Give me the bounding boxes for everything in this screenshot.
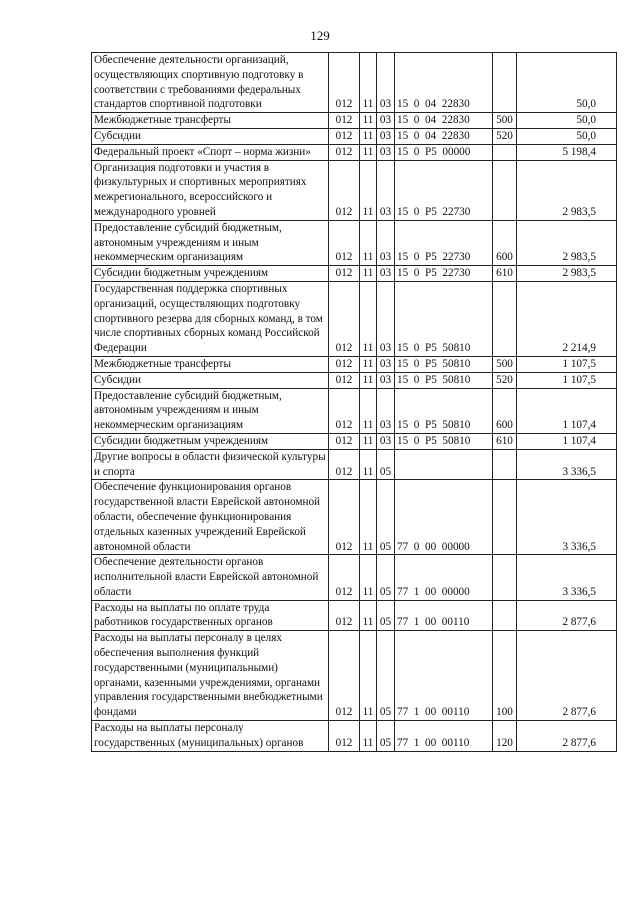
section-code-cell: 11	[360, 220, 377, 265]
target-article-code-cell: 15 0 P5 50810	[395, 356, 493, 372]
section-code-cell: 11	[360, 356, 377, 372]
subsection-code-cell: 03	[377, 372, 395, 388]
expense-type-code-cell: 100	[493, 631, 517, 721]
amount-cell: 1 107,5	[517, 356, 617, 372]
subsection-code-cell: 03	[377, 433, 395, 449]
amount-cell: 5 198,4	[517, 144, 617, 160]
row-name-cell: Обеспечение деятельности организаций, осуществляющих спортивную подготовку в соответствии с требованиями федеральных стандартов спортивной подготовки	[92, 53, 329, 113]
row-name-cell: Межбюджетные трансферты	[92, 356, 329, 372]
expense-type-code-cell	[493, 480, 517, 555]
section-code-cell: 11	[360, 281, 377, 356]
target-article-code-cell: 77 1 00 00110	[395, 631, 493, 721]
amount-cell: 1 107,4	[517, 433, 617, 449]
amount-cell: 2 983,5	[517, 266, 617, 282]
section-code-cell: 11	[360, 555, 377, 600]
amount-cell: 1 107,4	[517, 388, 617, 433]
section-code-cell: 11	[360, 449, 377, 480]
section-code-cell: 11	[360, 480, 377, 555]
target-article-code-cell: 77 1 00 00000	[395, 555, 493, 600]
section-code-cell: 11	[360, 144, 377, 160]
section-code-cell: 11	[360, 388, 377, 433]
ministry-code-cell: 012	[329, 631, 360, 721]
expense-type-code-cell	[493, 600, 517, 631]
subsection-code-cell: 05	[377, 721, 395, 752]
row-name-cell: Межбюджетные трансферты	[92, 113, 329, 129]
table-row	[92, 266, 617, 282]
ministry-code-cell: 012	[329, 281, 360, 356]
subsection-code-cell: 03	[377, 144, 395, 160]
target-article-code-cell: 15 0 04 22830	[395, 53, 493, 113]
subsection-code-cell: 03	[377, 266, 395, 282]
budget-table	[91, 52, 617, 752]
section-code-cell: 11	[360, 160, 377, 220]
expense-type-code-cell: 500	[493, 356, 517, 372]
section-code-cell: 11	[360, 53, 377, 113]
table-row	[92, 144, 617, 160]
amount-cell: 2 877,6	[517, 721, 617, 752]
expense-type-code-cell	[493, 53, 517, 113]
subsection-code-cell: 05	[377, 555, 395, 600]
subsection-code-cell: 03	[377, 388, 395, 433]
expense-type-code-cell	[493, 555, 517, 600]
expense-type-code-cell: 600	[493, 388, 517, 433]
amount-cell: 1 107,5	[517, 372, 617, 388]
expense-type-code-cell	[493, 160, 517, 220]
target-article-code-cell: 15 0 P5 50810	[395, 372, 493, 388]
row-name-cell: Субсидии бюджетным учреждениям	[92, 266, 329, 282]
ministry-code-cell: 012	[329, 113, 360, 129]
expense-type-code-cell	[493, 281, 517, 356]
table-row	[92, 555, 617, 600]
amount-cell: 50,0	[517, 128, 617, 144]
row-name-cell: Организация подготовки и участия в физкультурных и спортивных мероприятиях межрегионального, всероссийского и международного уровней	[92, 160, 329, 220]
target-article-code-cell: 15 0 P5 50810	[395, 281, 493, 356]
section-code-cell: 11	[360, 433, 377, 449]
row-name-cell: Субсидии бюджетным учреждениям	[92, 433, 329, 449]
ministry-code-cell: 012	[329, 372, 360, 388]
subsection-code-cell: 03	[377, 356, 395, 372]
table-row	[92, 600, 617, 631]
expense-type-code-cell: 610	[493, 433, 517, 449]
ministry-code-cell: 012	[329, 53, 360, 113]
row-name-cell: Предоставление субсидий бюджетным, автономным учреждениям и иным некоммерческим организациям	[92, 220, 329, 265]
subsection-code-cell: 05	[377, 480, 395, 555]
ministry-code-cell: 012	[329, 555, 360, 600]
table-row	[92, 480, 617, 555]
expense-type-code-cell: 120	[493, 721, 517, 752]
ministry-code-cell: 012	[329, 600, 360, 631]
row-name-cell: Другие вопросы в области физической культуры и спорта	[92, 449, 329, 480]
subsection-code-cell: 05	[377, 600, 395, 631]
ministry-code-cell: 012	[329, 266, 360, 282]
table-row	[92, 53, 617, 113]
expense-type-code-cell: 500	[493, 113, 517, 129]
table-row	[92, 356, 617, 372]
row-name-cell: Субсидии	[92, 372, 329, 388]
table-row	[92, 372, 617, 388]
row-name-cell: Расходы на выплаты персоналу государственных (муниципальных) органов	[92, 721, 329, 752]
amount-cell: 50,0	[517, 113, 617, 129]
section-code-cell: 11	[360, 266, 377, 282]
expense-type-code-cell: 600	[493, 220, 517, 265]
target-article-code-cell: 77 1 00 00110	[395, 721, 493, 752]
target-article-code-cell: 15 0 04 22830	[395, 128, 493, 144]
amount-cell: 2 983,5	[517, 220, 617, 265]
ministry-code-cell: 012	[329, 721, 360, 752]
amount-cell: 2 877,6	[517, 600, 617, 631]
target-article-code-cell: 15 0 P5 50810	[395, 388, 493, 433]
section-code-cell: 11	[360, 128, 377, 144]
amount-cell: 2 214,9	[517, 281, 617, 356]
table-row	[92, 721, 617, 752]
ministry-code-cell: 012	[329, 449, 360, 480]
page-number: 129	[310, 28, 330, 43]
target-article-code-cell: 77 0 00 00000	[395, 480, 493, 555]
subsection-code-cell: 03	[377, 128, 395, 144]
table-row	[92, 449, 617, 480]
expense-type-code-cell: 520	[493, 128, 517, 144]
row-name-cell: Расходы на выплаты персоналу в целях обеспечения выполнения функций государственными (муниципальными) органами, казенными учреждениями, органами управления государственными внебюджетными фондами	[92, 631, 329, 721]
amount-cell: 3 336,5	[517, 449, 617, 480]
amount-cell: 3 336,5	[517, 480, 617, 555]
ministry-code-cell: 012	[329, 128, 360, 144]
table-row	[92, 631, 617, 721]
row-name-cell: Обеспечение деятельности органов исполнительной власти Еврейской автономной области	[92, 555, 329, 600]
row-name-cell: Государственная поддержка спортивных организаций, осуществляющих подготовку спортивного резерва для сборных команд, в том числе спортивных сборных команд Российской Федерации	[92, 281, 329, 356]
table-body	[92, 53, 617, 752]
target-article-code-cell: 15 0 P5 22730	[395, 266, 493, 282]
target-article-code-cell: 15 0 P5 22730	[395, 220, 493, 265]
expense-type-code-cell: 610	[493, 266, 517, 282]
subsection-code-cell: 05	[377, 449, 395, 480]
subsection-code-cell: 05	[377, 631, 395, 721]
ministry-code-cell: 012	[329, 480, 360, 555]
row-name-cell: Субсидии	[92, 128, 329, 144]
row-name-cell: Федеральный проект «Спорт – норма жизни»	[92, 144, 329, 160]
section-code-cell: 11	[360, 372, 377, 388]
target-article-code-cell	[395, 449, 493, 480]
section-code-cell: 11	[360, 600, 377, 631]
amount-cell: 3 336,5	[517, 555, 617, 600]
table-row	[92, 433, 617, 449]
row-name-cell: Расходы на выплаты по оплате труда работников государственных органов	[92, 600, 329, 631]
expense-type-code-cell	[493, 144, 517, 160]
amount-cell: 50,0	[517, 53, 617, 113]
subsection-code-cell: 03	[377, 220, 395, 265]
section-code-cell: 11	[360, 721, 377, 752]
table-row	[92, 128, 617, 144]
row-name-cell: Предоставление субсидий бюджетным, автономным учреждениям и иным некоммерческим организациям	[92, 388, 329, 433]
ministry-code-cell: 012	[329, 160, 360, 220]
target-article-code-cell: 15 0 04 22830	[395, 113, 493, 129]
target-article-code-cell: 15 0 P5 22730	[395, 160, 493, 220]
table-row	[92, 113, 617, 129]
subsection-code-cell: 03	[377, 113, 395, 129]
target-article-code-cell: 77 1 00 00110	[395, 600, 493, 631]
ministry-code-cell: 012	[329, 433, 360, 449]
ministry-code-cell: 012	[329, 220, 360, 265]
table-row	[92, 220, 617, 265]
section-code-cell: 11	[360, 113, 377, 129]
table-row	[92, 388, 617, 433]
amount-cell: 2 983,5	[517, 160, 617, 220]
expense-type-code-cell	[493, 449, 517, 480]
row-name-cell: Обеспечение функционирования органов государственной власти Еврейской автономной области, обеспечение функционирования отдельных казенных учреждений Еврейской автономной области	[92, 480, 329, 555]
table-row	[92, 281, 617, 356]
subsection-code-cell: 03	[377, 53, 395, 113]
amount-cell: 2 877,6	[517, 631, 617, 721]
table-row	[92, 160, 617, 220]
ministry-code-cell: 012	[329, 388, 360, 433]
ministry-code-cell: 012	[329, 356, 360, 372]
ministry-code-cell: 012	[329, 144, 360, 160]
target-article-code-cell: 15 0 P5 50810	[395, 433, 493, 449]
expense-type-code-cell: 520	[493, 372, 517, 388]
section-code-cell: 11	[360, 631, 377, 721]
subsection-code-cell: 03	[377, 160, 395, 220]
target-article-code-cell: 15 0 P5 00000	[395, 144, 493, 160]
subsection-code-cell: 03	[377, 281, 395, 356]
